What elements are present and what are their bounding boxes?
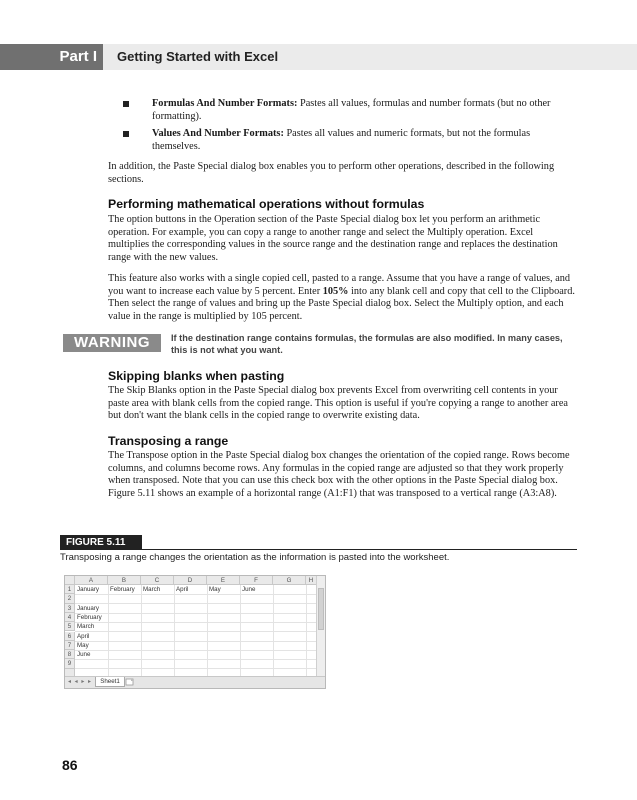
part-label: Part I (0, 44, 103, 70)
paragraph-math-1: The option buttons in the Operation section of the Paste Special dialog box let you perform an arithmetic operation. For example, you can copy a range to another range and select the Multiply operation. Excel multiplies the corresponding values in the source range and the destination range and replaces the destination range with the new values. (108, 214, 558, 263)
column-header: C (141, 576, 174, 585)
bullet-label: Values And Number Formats: (152, 128, 284, 139)
sheet-tab: Sheet1 (95, 677, 125, 687)
row-header: 3 (65, 604, 75, 613)
cell: February (110, 586, 135, 593)
figure-rule (60, 549, 577, 550)
cell: April (77, 632, 90, 640)
gridline (174, 585, 175, 677)
column-header: A (75, 576, 108, 585)
gridline (306, 585, 307, 677)
gridline (75, 613, 317, 614)
paragraph-math-2: This feature also works with a single copied cell, pasted to a range. Assume that you have a range of values, and you want to increase each value by 5 percent. Enter 105% into any blank cell and copy that cell to the Clipboard. Then select the range of values and bring up the Paste Special dialog box. Select the Multiply option, and each value in the range is multiplied by 105 percent. (108, 273, 575, 322)
cell: May (209, 586, 221, 593)
section-heading-skip-blanks: Skipping blanks when pasting (108, 369, 285, 383)
row-header: 6 (65, 632, 75, 641)
gridline (207, 585, 208, 677)
gridline (75, 650, 317, 651)
bullet-square-icon (123, 101, 129, 107)
cell: May (77, 641, 89, 649)
cell: March (143, 586, 161, 593)
gridline (240, 585, 241, 677)
figure-caption: Transposing a range changes the orientation as the information is pasted into the worksheet. (60, 552, 450, 563)
gridline (141, 585, 142, 677)
row-header: 5 (65, 622, 75, 631)
bullet-item (123, 98, 573, 124)
column-header: G (273, 576, 306, 585)
column-header: H (306, 576, 317, 585)
gridline (75, 659, 317, 660)
row-header: 7 (65, 641, 75, 650)
cell: February (77, 613, 102, 621)
figure-label: FIGURE 5.11 (60, 535, 142, 550)
running-header (0, 44, 637, 70)
cell: January (77, 604, 100, 612)
cell: June (77, 651, 91, 659)
row-header: 9 (65, 659, 75, 668)
page-number: 86 (62, 757, 78, 773)
column-header: B (108, 576, 141, 585)
column-header: E (207, 576, 240, 585)
select-all-corner (65, 576, 75, 585)
gridline (75, 641, 317, 642)
bullet-text: Pastes all values and numeric formats, but not the formulas themselves. (152, 128, 531, 152)
cell: January (77, 586, 100, 593)
cell: March (77, 623, 95, 631)
gridline (75, 631, 317, 632)
bullet-square-icon (123, 131, 129, 137)
bullet-text: Pastes all values, formulas and number formats (but no other formatting). (152, 98, 551, 122)
row-header: 1 (65, 585, 75, 594)
vertical-scrollbar (316, 576, 325, 677)
row-header: 2 (65, 594, 75, 603)
column-header: F (240, 576, 273, 585)
chapter-title: Getting Started with Excel (117, 49, 279, 64)
gridline (108, 585, 109, 677)
paragraph-skip-blanks: The Skip Blanks option in the Paste Special dialog box prevents Excel from overwriting cell contents in your paste area with blank cells from the copied range. This option is useful if you're copying a range to another area but don't want the blank cells in the copied range to overwrite existing data. (108, 385, 569, 422)
intro-paragraph: In addition, the Paste Special dialog box enables you to perform other operations, described in the following sections. (108, 161, 555, 185)
scrollbar-thumb (318, 588, 324, 630)
warning-text: If the destination range contains formulas, the formulas are also modified. In many cases, this is not what you want. (171, 333, 563, 355)
row-header: 4 (65, 613, 75, 622)
section-heading-math: Performing mathematical operations without formulas (108, 197, 425, 211)
cell: April (176, 586, 189, 593)
row-header: 8 (65, 650, 75, 659)
sheet-tab-bar (65, 676, 325, 688)
bullet-item (123, 128, 573, 154)
cell: June (242, 586, 256, 593)
section-heading-transpose: Transposing a range (108, 434, 229, 448)
sheet-nav-arrows-icon: ◂ ◂ ▸ ▸ (68, 679, 93, 685)
spreadsheet-screenshot (64, 575, 326, 689)
column-header: D (174, 576, 207, 585)
gridline (75, 622, 317, 623)
insert-sheet-icon (125, 678, 135, 686)
gridline (75, 603, 317, 604)
bullet-label: Formulas And Number Formats: (152, 98, 298, 109)
warning-badge: WARNING (63, 334, 161, 352)
gridline (75, 668, 317, 669)
paragraph-transpose: The Transpose option in the Paste Special dialog box changes the orientation of the copied range. Rows become columns, and columns become rows. Any formulas in the copied range are adjusted so that they work properly when transposed. Note that you can use this check box with the other options in the Paste Special dialog box. Figure 5.11 shows an example of a horizontal range (A1:F1) that was transposed to a vertical range (A3:A8). (108, 450, 570, 499)
gridline (273, 585, 274, 677)
